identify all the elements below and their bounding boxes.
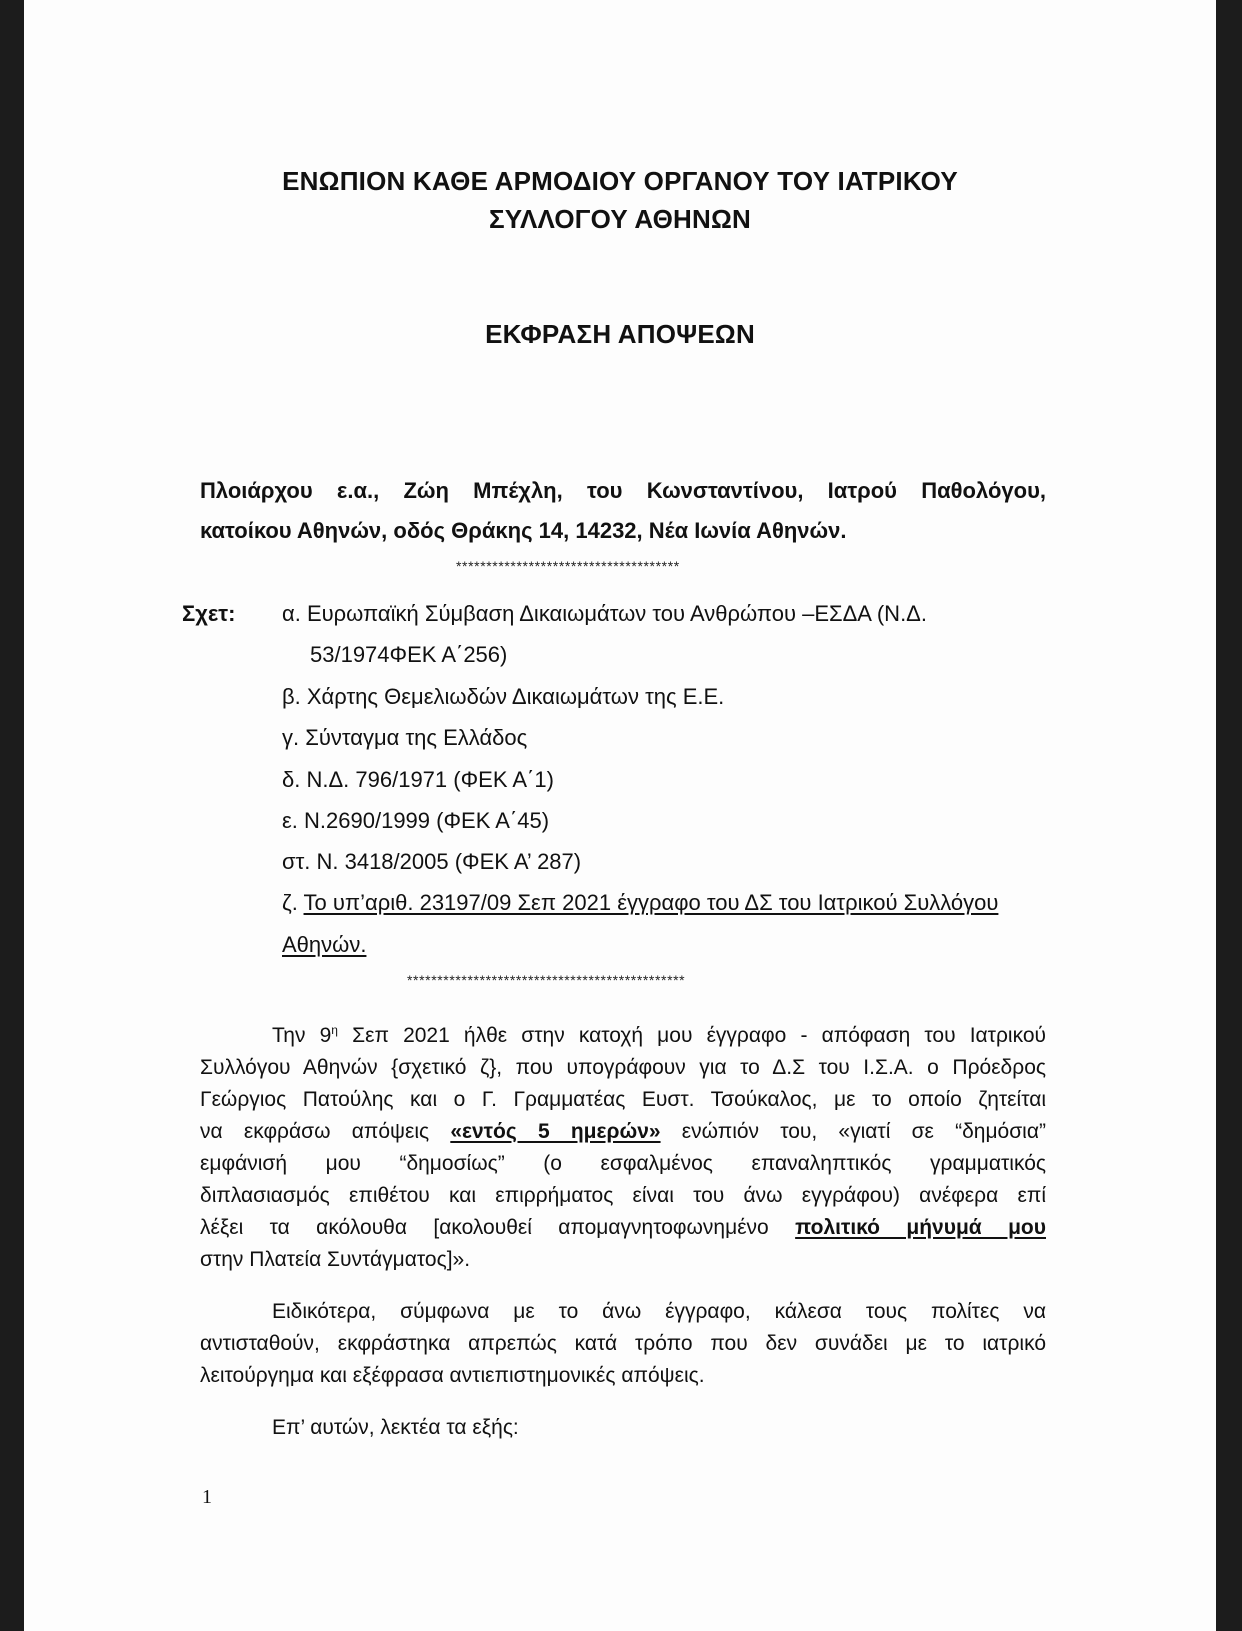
references-label: Σχετ: [182, 601, 236, 626]
document-title-line1: ΕΝΩΠΙΟΝ ΚΑΘΕ ΑΡΜΟΔΙΟΥ ΟΡΓΑΝΟΥ ΤΟΥ ΙΑΤΡΙΚΟΥ [282, 166, 958, 196]
sender-line2: κατοίκου Αθηνών, οδός Θράκης 14, 14232, Νέα Ιωνία Αθηνών. [200, 518, 847, 543]
reference-item-d: δ. Ν.Δ. 796/1971 (ΦΕΚ Α΄1) [282, 767, 554, 792]
reference-item-e: ε. Ν.2690/1999 (ΦΕΚ Α΄45) [282, 808, 550, 833]
document-subtitle: ΕΚΦΡΑΣΗ ΑΠΟΨΕΩΝ [485, 319, 755, 349]
body-p1-line3: Γεώργιος Πατούλης και ο Γ. Γραμματέας Ευστ. Τσούκαλος, με το οποίο ζητείται [200, 1088, 1046, 1111]
body-p1-line5: εμφάνισή μου “δημοσίως” (ο εσφαλμένος επαναληπτικός γραμματικός [200, 1152, 1046, 1175]
separator-stars-2: ********************************************** [407, 972, 686, 988]
body-p2-line2: αντισταθούν, εκφράστηκα απρεπώς κατά τρόπο που δεν συνάδει με το ιατρικό [200, 1332, 1046, 1355]
separator-stars: ************************************* [456, 558, 680, 574]
sender-line1: Πλοιάρχου ε.α., Ζώη Μπέχλη, του Κωνσταντίνου, Ιατρού Παθολόγου, [200, 478, 1046, 503]
body-p2-line3: λειτούργημα και εξέφρασα αντιεπιστημονικές απόψεις. [200, 1364, 705, 1387]
reference-item-z-link: Το υπ’αριθ. 23197/09 Σεπ 2021 έγγραφο του ΔΣ του Ιατρικού Συλλόγου [303, 890, 999, 915]
page-number: 1 [202, 1486, 212, 1508]
reference-item-b: β. Χάρτης Θεμελιωδών Δικαιωμάτων της Ε.Ε. [282, 684, 725, 709]
reference-item-z-prefix: ζ. [282, 890, 304, 915]
reference-item-st: στ. Ν. 3418/2005 (ΦΕΚ Α’ 287) [282, 849, 582, 874]
reference-item-z-cont: Αθηνών. [282, 932, 367, 957]
body-p1-line2: Συλλόγου Αθηνών {σχετικό ζ}, που υπογράφουν για το Δ.Σ του Ι.Σ.Α. ο Πρόεδρος [200, 1056, 1046, 1079]
document-page [24, 0, 1216, 1631]
body-p3: Επ’ αυτών, λεκτέα τα εξής: [272, 1416, 519, 1439]
body-p2-line1: Ειδικότερα, σύμφωνα με το άνω έγγραφο, κάλεσα τους πολίτες να [272, 1300, 1046, 1323]
reference-item-z [282, 890, 998, 916]
reference-item-a-cont: 53/1974ΦΕΚ Α΄256) [310, 642, 508, 667]
emphasis-political-message: πολιτικό μήνυμά μου [795, 1216, 1046, 1239]
reference-item-a: α. Ευρωπαϊκή Σύμβαση Δικαιωμάτων του Ανθρώπου –ΕΣΔΑ (Ν.Δ. [282, 601, 927, 626]
body-p1-line1: Την $9^\eta$ Σεπ 2021 ήλθε στην κατοχή μου έγγραφο - απόφαση του Ιατρικού [272, 1023, 1046, 1047]
reference-item-c: γ. Σύνταγμα της Ελλάδος [282, 725, 528, 750]
body-p1-line6: διπλασιασμός επιθέτου και επιρρήματος είναι του άνω εγγράφου) ανέφερα επί [200, 1184, 1046, 1207]
document-title-line2: ΣΥΛΛΟΓΟΥ ΑΘΗΝΩΝ [489, 204, 751, 234]
body-p1-line8: στην Πλατεία Συντάγματος]». [200, 1248, 471, 1271]
body-p1-line7: λέξει τα ακόλουθα [ακολουθεί απομαγνητοφωνημένο πολιτικό μήνυμά μου [200, 1216, 1046, 1239]
emphasis-5-days: «εντός 5 ημερών» [450, 1120, 661, 1143]
body-p1-line4: να εκφράσω απόψεις «εντός 5 ημερών» ενώπιόν του, «γιατί σε “δημόσια” [200, 1120, 1046, 1143]
